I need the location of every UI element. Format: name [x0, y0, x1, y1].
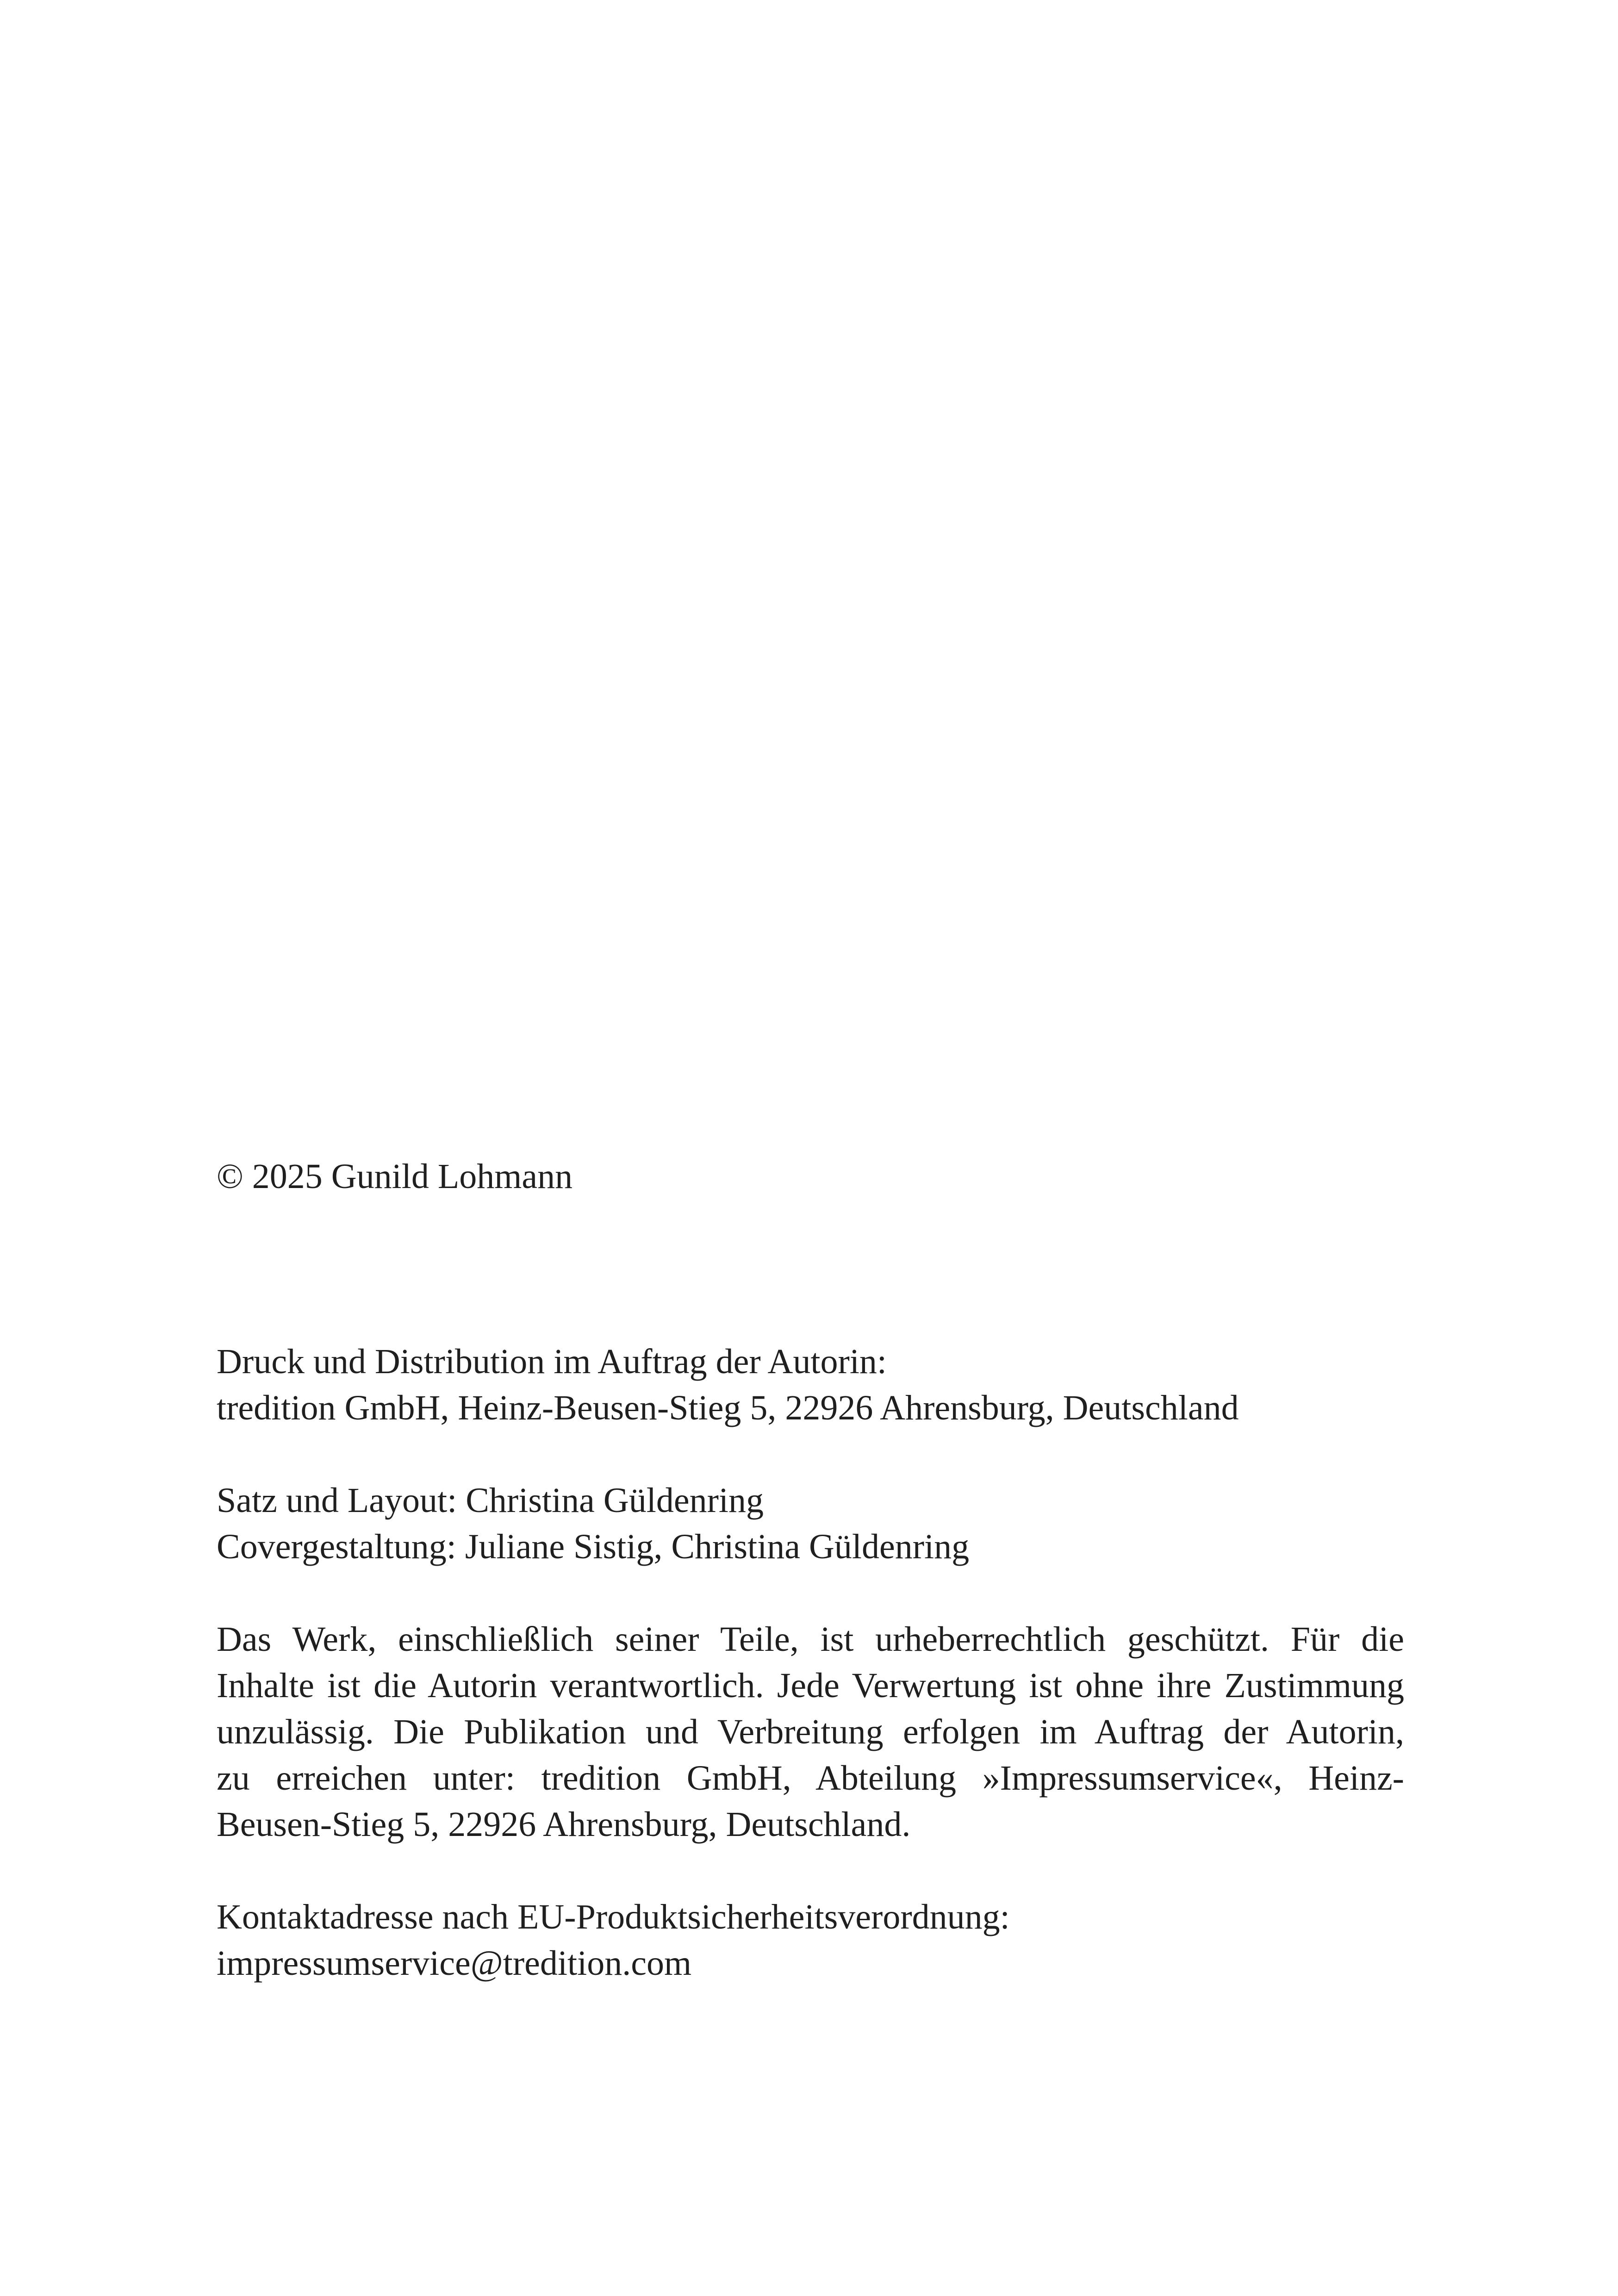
contact-line-1: Kontaktadresse nach EU-Produktsicherheitsverordnung: [217, 1898, 1010, 1936]
printing-line-1: Druck und Distribution im Auftrag der Autorin: [217, 1342, 887, 1381]
credits-line-2: Covergestaltung: Juliane Sistig, Christina Güldenring [217, 1527, 970, 1566]
credits-block [217, 1477, 1404, 1570]
copyright-text: © 2025 Gunild Lohmann [217, 1157, 573, 1196]
legal-line-5: Beusen-Stieg 5, 22926 Ahrensburg, Deutschland. [217, 1805, 911, 1844]
printing-distribution-notice [217, 1338, 1404, 1431]
legal-line-2: Inhalte ist die Autorin verantwortlich. Jede Verwertung ist ohne ihre Zustimmung [217, 1666, 1404, 1705]
credits-line-1: Satz und Layout: Christina Güldenring [217, 1481, 764, 1520]
legal-line-1: Das Werk, einschließlich seiner Teile, ist urheberrechtlich geschützt. Für die [217, 1620, 1404, 1659]
copyright-notice [217, 1153, 1404, 1200]
legal-line-4: zu erreichen unter: tredition GmbH, Abteilung »Impressumservice«, Heinz- [217, 1759, 1404, 1798]
contact-block [217, 1894, 1404, 1986]
contact-email: impressumservice@tredition.com [217, 1944, 692, 1983]
legal-notice [217, 1616, 1404, 1848]
legal-line-3: unzulässig. Die Publikation und Verbreitung erfolgen im Auftrag der Autorin, [217, 1712, 1404, 1751]
printing-line-2: tredition GmbH, Heinz-Beusen-Stieg 5, 22926 Ahrensburg, Deutschland [217, 1388, 1239, 1427]
